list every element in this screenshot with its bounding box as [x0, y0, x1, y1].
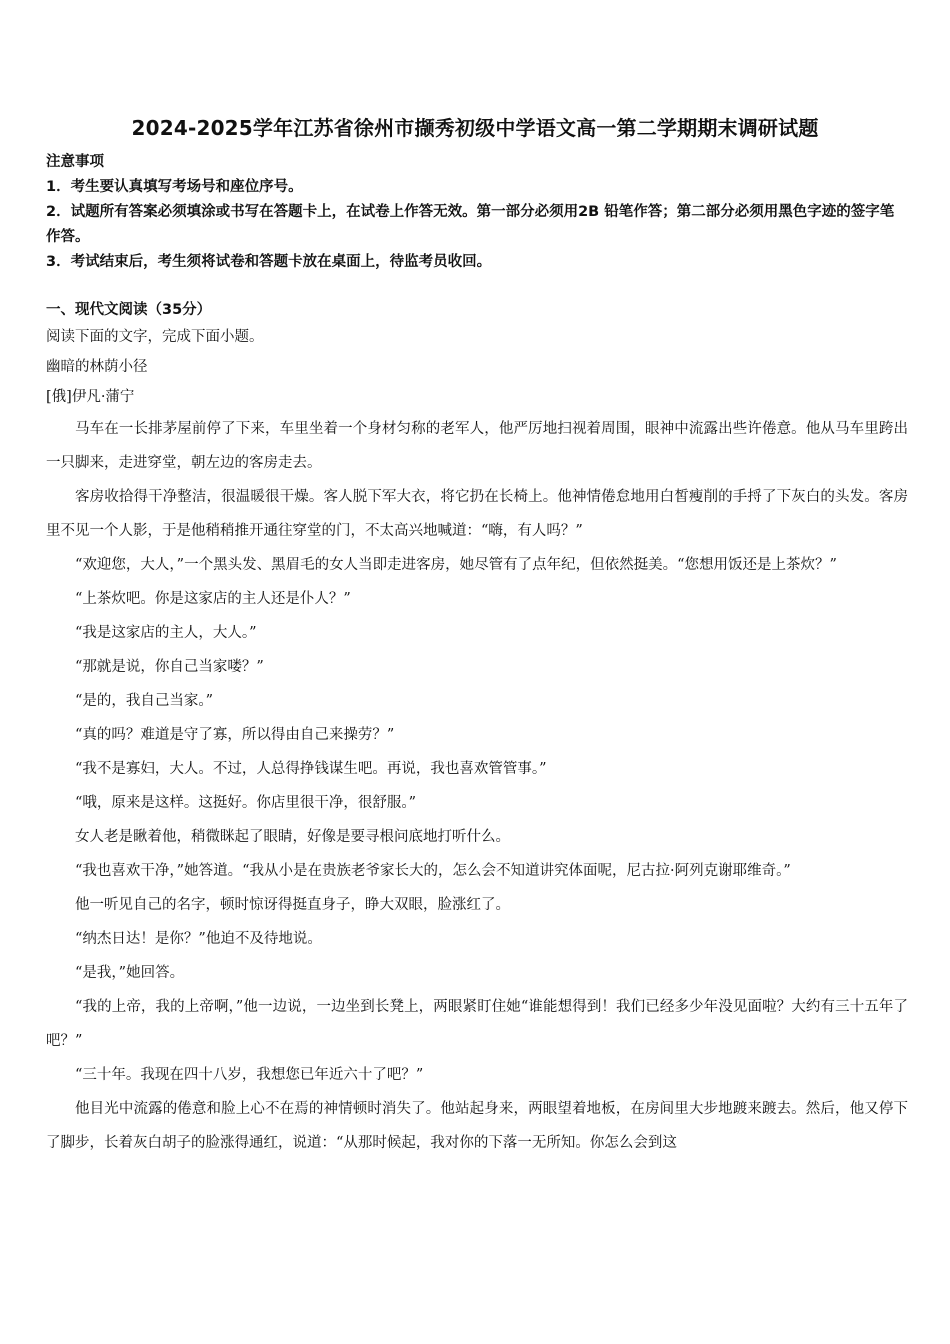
paragraph: 他一听见自己的名字，顿时惊讶得挺直身子，睁大双眼，脸涨红了。	[75, 897, 510, 913]
section-instruction: 阅读下面的文字，完成下面小题。	[46, 329, 264, 345]
paragraph: 马车在一长排茅屋前停了下来，车里坐着一个身材匀称的老军人，他严厉地扫视着周围，眼神中流露出些许倦意。他从马车里跨出一只脚来，走进穿堂，朝左边的客房走去。	[46, 421, 908, 471]
paragraph: “三十年。我现在四十八岁，我想您已年近六十了吧？”	[75, 1067, 424, 1083]
paragraph: “是我，”她回答。	[75, 965, 185, 981]
section-heading: 一、现代文阅读（35分）	[46, 302, 212, 318]
notice-heading: 注意事项	[46, 154, 104, 170]
notice-item: 3．考试结束后，考生须将试卷和答题卡放在桌面上，待监考员收回。	[46, 254, 492, 270]
paragraph: “真的吗？难道是守了寡，所以得由自己来操劳？”	[75, 727, 395, 743]
paragraph: “哦，原来是这样。这挺好。你店里很干净，很舒服。”	[75, 795, 417, 811]
paragraph: 女人老是瞅着他，稍微眯起了眼睛，好像是要寻根问底地打听什么。	[75, 829, 510, 845]
paragraph: “我是这家店的主人，大人。”	[75, 625, 257, 641]
paragraph: “我的上帝，我的上帝啊，”他一边说，一边坐到长凳上，两眼紧盯住她“谁能想得到！我们已经多少年没见面啦？大约有三十五年了吧？”	[46, 999, 908, 1049]
story-title: 幽暗的林荫小径	[46, 359, 148, 375]
reading-passage	[46, 322, 908, 1160]
paragraph: “我不是寡妇，大人。不过，人总得挣钱谋生吧。再说，我也喜欢管管事。”	[75, 761, 547, 777]
page-title: 2024-2025学年江苏省徐州市撷秀初级中学语文高一第二学期期末调研试题	[131, 116, 819, 140]
paragraph: “我也喜欢干净，”她答道。“我从小是在贵族老爷家长大的，怎么会不知道讲究体面呢，尼古拉·阿列克谢耶维奇。”	[75, 863, 791, 879]
notice-item: 2．试题所有答案必须填涂或书写在答题卡上，在试卷上作答无效。第一部分必须用2B 铅笔作答；第二部分必须用黑色字迹的签字笔作答。	[46, 204, 895, 245]
paragraph: “纳杰日达！是你？”他迫不及待地说。	[75, 931, 322, 947]
paragraph: “上茶炊吧。你是这家店的主人还是仆人？”	[75, 591, 351, 607]
notice-block	[46, 150, 908, 275]
notice-item: 1．考生要认真填写考场号和座位序号。	[46, 179, 303, 195]
story-author: [俄]伊凡·蒲宁	[46, 389, 135, 405]
paragraph: 他目光中流露的倦意和脸上心不在焉的神情顿时消失了。他站起身来，两眼望着地板，在房间里大步地踱来踱去。然后，他又停下了脚步，长着灰白胡子的脸涨得通红，说道：“从那时候起，我对你的下落一无所知。你怎么会到这	[46, 1101, 908, 1151]
paragraph: “欢迎您，大人，”一个黑头发、黑眉毛的女人当即走进客房，她尽管有了点年纪，但依然挺美。“您想用饭还是上茶炊？”	[75, 557, 837, 573]
paragraph: 客房收拾得干净整洁，很温暖很干燥。客人脱下军大衣，将它扔在长椅上。他神情倦怠地用白皙瘦削的手捋了下灰白的头发。客房里不见一个人影，于是他稍稍推开通往穿堂的门，不太高兴地喊道：“嗨，有人吗？”	[46, 489, 908, 539]
paragraph: “是的，我自己当家。”	[75, 693, 214, 709]
paragraph: “那就是说，你自己当家喽？”	[75, 659, 264, 675]
